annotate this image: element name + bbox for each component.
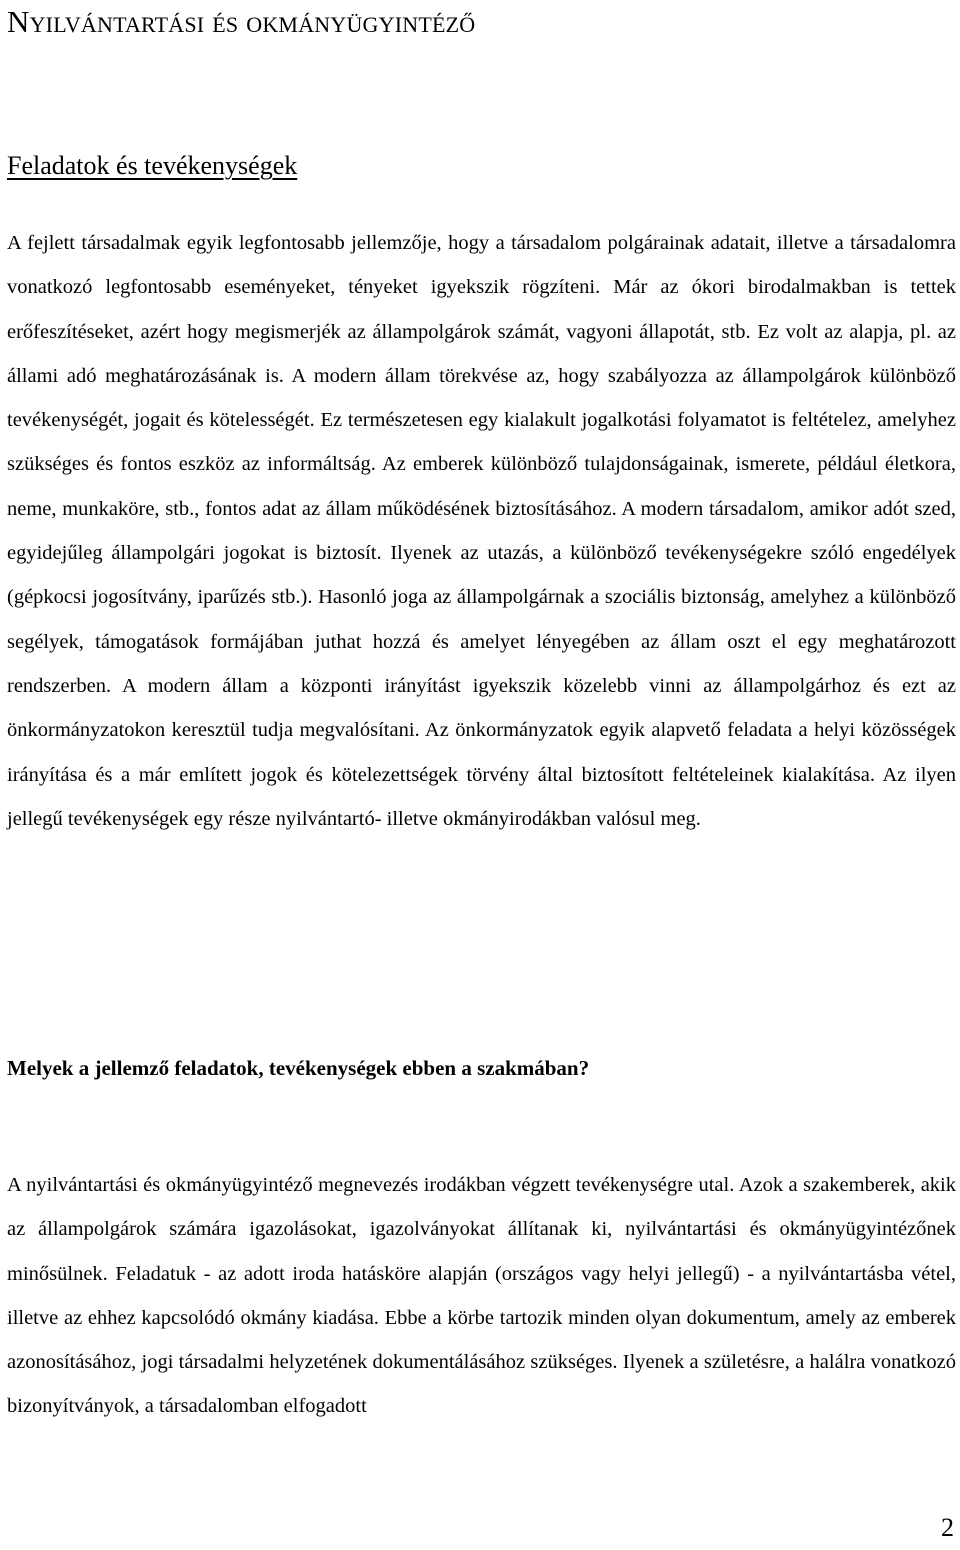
- section-heading: Feladatok és tevékenységek: [7, 151, 298, 180]
- page-number: 2: [941, 1513, 954, 1542]
- page-title: Nyilvántartási és okmányügyintéző: [7, 4, 476, 39]
- question-heading: Melyek a jellemző feladatok, tevékenységek ebben a szakmában?: [7, 1056, 590, 1080]
- body-paragraph-tasks: A nyilvántartási és okmányügyintéző megnevezés irodákban végzett tevékenységre utal. Azok a szakemberek, akik az állampolgárok számára igazolásokat, igazolványokat állítanak ki, nyilvántartási és okmányügyintézőnek minősülnek. Feladatuk - az adott iroda hatásköre alapján (országos vagy helyi jellegű) - a nyilvántartásba vétel, illetve az ehhez kapcsolódó okmány kiadása. Ebbe a körbe tartozik minden olyan dokumentum, amely az emberek azonosításához, jogi társadalmi helyzetének dokumentálásához szükséges. Ilyenek a születésre, a halálra vonatkozó bizonyítványok, a társadalomban elfogadott: [7, 1174, 956, 1418]
- body-paragraph-intro: A fejlett társadalmak egyik legfontosabb jellemzője, hogy a társadalom polgárainak adatait, illetve a társadalomra vonatkozó legfontosabb eseményeket, tényeket igyekszik rögzíteni. Már az ókori birodalmakban is tettek erőfeszítéseket, azért hogy megismerjék az állampolgárok számát, vagyoni állapotát, stb. Ez volt az alapja, pl. az állami adó meghatározásának is. A modern állam törekvése az, hogy szabályozza az állampolgárok különböző tevékenységét, jogait és kötelességét. Ez természetesen egy kialakult jogalkotási folyamatot is feltételez, amelyhez szükséges és fontos eszköz az informáltság. Az emberek különböző tulajdonságainak, ismerete, például életkora, neme, munkaköre, stb., fontos adat az állam működésének biztosításához. A modern társadalom, amikor adót szed, egyidejűleg állampolgári jogokat is biztosít. Ilyenek az utazás, a különböző tevékenységekre szóló engedélyek (gépkocsi jogosítvány, iparűzés stb.). Hasonló joga az állampolgárnak a szociális biztonság, amelyhez a különböző segélyek, támogatások formájában juthat hozzá és amelyet lényegében az állam oszt el egy meghatározott rendszerben. A modern állam a központi irányítást igyekszik közelebb vinni az állampolgárhoz és ezt az önkormányzatokon keresztül tudja megvalósítani. Az önkormányzatok egyik alapvető feladata a helyi közösségek irányítása és a már említett jogok és kötelezettségek törvény által biztosított feltételeinek kialakítása. Az ilyen jellegű tevékenységek egy része nyilvántartó- illetve okmányirodákban valósul meg.: [7, 232, 956, 830]
